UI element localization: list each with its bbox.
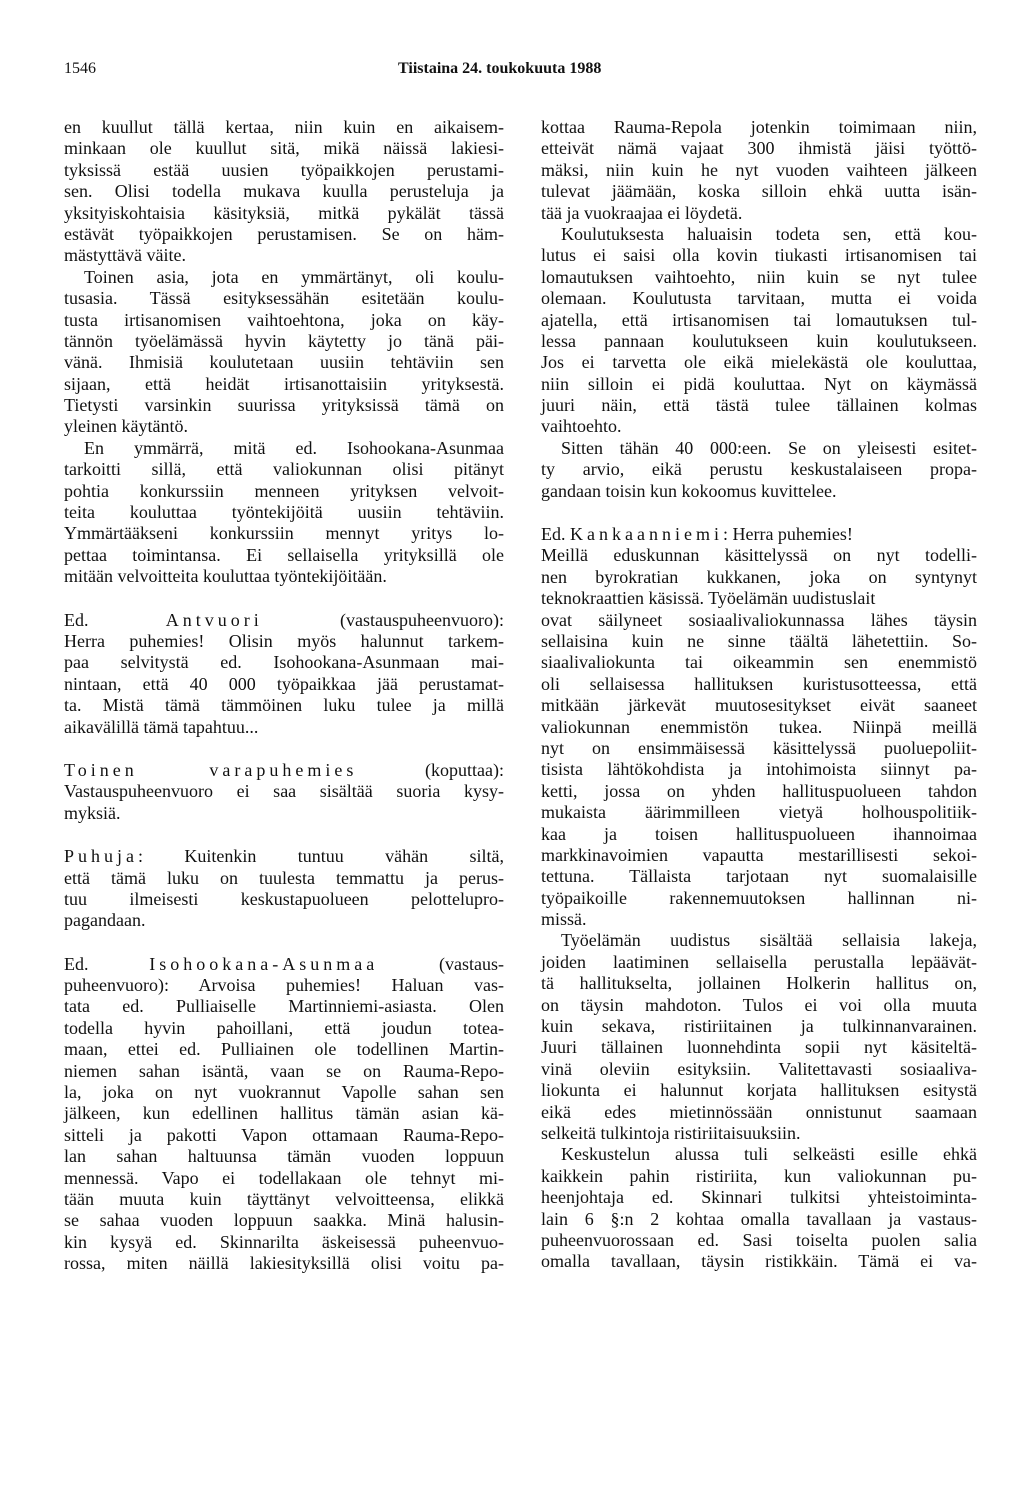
paragraph-gap <box>64 932 504 954</box>
text-line: kottaa Rauma-Repola jotenkin toimimaan niin, <box>541 117 977 137</box>
text-line: lain 6 §:n 2 kohtaa omalla tavallaan ja vastaus- <box>541 1208 977 1229</box>
text-line: puheenvuorossaan ed. Sasi toiselta puolen salia <box>541 1229 977 1250</box>
text-line: jälkeen, kun edellinen hallitus tämän asian kä- <box>64 1103 504 1124</box>
text-line: selkeitä tulkintoja ristiriitaisuuksiin. <box>541 1122 801 1143</box>
text-line: ta. Mistä tämä tämmöinen luku tulee ja millä <box>64 695 504 716</box>
text-line: En ymmärrä, mitä ed. Isohookana-Asunmaa <box>84 437 504 458</box>
text-line: sellaisina kuin ne sinne täältä lähetettiin. So- <box>541 630 977 651</box>
text-line: tettuna. Tällaista tarjotaan nyt suomalaisille <box>541 866 977 887</box>
text-line: nintaan, että 40 000 työpaikkaa jää perustamat- <box>64 673 504 694</box>
text-line: niemen sahan isäntä, vaan se on Rauma-Repo- <box>64 1060 504 1081</box>
text-line: että tämä luku on tuulesta temmattu ja perus- <box>64 867 504 888</box>
text-line: minkaan ole kuullut sitä, mikä näissä lakiesi- <box>64 138 504 159</box>
text-line: tusasia. Tässä esityksessähän esitetään koulu- <box>64 288 504 309</box>
text-line: työpaikoille rakennemuutoksen hallinnan ni- <box>541 887 977 908</box>
text-line: tisista lähtökohdista ja intohimoista siinnyt pa- <box>541 759 977 780</box>
text-line: Jos ei tarvetta ole eikä mielekästä ole kouluttaa, <box>541 352 977 373</box>
text-line: kuin sekava, ristiriitainen ja tulkinnanvarainen. <box>541 1016 977 1037</box>
text-line: lessa pannaan koulutukseen kuin koulutukseen. <box>541 330 977 351</box>
text-line: Meillä eduskunnan käsittelyssä on nyt todelli- <box>541 545 977 566</box>
text-line: eikä edes mietinnössään onnistunut saamaan <box>541 1101 977 1122</box>
text-line: pagandaan. <box>64 910 146 931</box>
text-line: vänä. Ihmisiä koulutetaan uusiin tehtäviin sen <box>64 352 504 373</box>
text-line: Ed. Antvuori (vastauspuheenvuoro): <box>64 609 505 630</box>
text-line: mitkään järkevät muutosesitykset eivät saaneet <box>541 695 977 716</box>
text-line: tuu ilmeisesti keskustapuolueen pelottelupro- <box>64 888 504 909</box>
paragraph-gap <box>64 824 504 846</box>
text-line: etteivät nämä vajaat 300 ihmistä jäisi työttö- <box>541 138 977 159</box>
text-line: maan, ettei ed. Pulliainen ole todellinen Martin- <box>64 1039 504 1060</box>
text-line: tusta irtisanomisen vaihtoehtona, joka on käy- <box>64 309 504 330</box>
text-line: Sitten tähän 40 000:een. Se on yleisesti esitet- <box>561 437 977 458</box>
text-line: teknokraattien käsissä. Työelämän uudistuslait <box>541 588 876 609</box>
text-line: se sahaa vuoden loppuun saakka. Minä halusin- <box>64 1210 504 1231</box>
speaker-name: Isohookana-Asunmaa <box>149 953 379 974</box>
text-line: lan sahan haltuunsa tämän vuoden loppuun <box>64 1146 504 1167</box>
text-line: markkinavoimien vapautta mestarillisesti sekoi- <box>541 844 977 865</box>
text-line: lomautuksen vaihtoehto, niin kuin se nyt tulee <box>541 266 977 287</box>
text-line: ovat säilyneet sosiaalivaliokunnassa lähes täysin <box>541 609 977 630</box>
text-line: yksityiskohtaisia käsityksiä, mitkä pykälät tässä <box>64 202 504 223</box>
text-line: joiden laatiminen sellaisella perustalla lepäävät- <box>541 951 977 972</box>
text-line: nen byrokratian kukkanen, joka on syntynyt <box>541 566 977 587</box>
right-text-column <box>541 117 977 1273</box>
text-line: tarkoitti sillä, että valiokunnan olisi pitänyt <box>64 459 504 480</box>
text-line: ty arvio, eikä perustu keskustalaiseen propa- <box>541 459 977 480</box>
text-line: valiokunnan enemmistön tukea. Niinpä meillä <box>541 716 977 737</box>
text-line: teita kouluttaa työntekijöitä uusiin tehtäviin. <box>64 502 504 523</box>
text-line: olemaan. Koulutusta tarvitaan, mutta ei voida <box>541 288 977 309</box>
text-line: Ed. Kankaanniemi: Herra puhemies! <box>541 524 853 545</box>
text-line: Keskustelun alussa tuli selkeästi esille ehkä <box>561 1144 977 1165</box>
text-line: mitään velvoitteita kouluttaa työntekijöitään. <box>64 566 387 587</box>
speaker-name: Puhuja <box>64 846 139 867</box>
text-line: omalla tavallaan, täysin ristikkäin. Tämä ei va- <box>541 1251 977 1272</box>
text-line: la, joka on nyt vuokrannut Vapolle sahan sen <box>64 1082 504 1103</box>
text-line: Tietysti varsinkin suurissa yrityksissä tämä on <box>64 395 504 416</box>
text-line: aikavälillä tämä tapahtuu... <box>64 716 259 737</box>
text-line: mästyttävä väite. <box>64 245 186 266</box>
text-line: sijaan, että heidät irtisanottaisiin yrityksestä. <box>64 373 504 394</box>
text-line: en kuullut tällä kertaa, niin kuin en aikaisem- <box>64 117 504 137</box>
paragraph-gap <box>64 738 504 760</box>
text-line: missä. <box>541 909 587 930</box>
text-line: rossa, miten näillä lakiesityksillä olisi voitu pa- <box>64 1253 504 1274</box>
text-line: mukaista äärimmilleen vietyä holhouspolitiik- <box>541 802 977 823</box>
text-line: Työelämän uudistus sisältää sellaisia lakeja, <box>561 930 977 951</box>
text-line: kin kysyä ed. Skinnarilta äskeisessä puheenvuo- <box>64 1231 504 1252</box>
page-header <box>64 60 956 84</box>
text-line: tää ja vuokraajaa ei löydetä. <box>541 202 743 223</box>
speaker-name: Kankaanniemi <box>570 524 723 545</box>
text-line: sen. Olisi todella mukava kuulla perusteluja ja <box>64 181 504 202</box>
text-line: Ed. Isohookana-Asunmaa (vastaus- <box>64 953 505 974</box>
text-line: juuri näin, että tästä tulee tällainen kolmas <box>541 395 977 416</box>
text-line: vinä oleviin esityksiin. Valitettavasti sosiaaliva- <box>541 1058 977 1079</box>
text-line: Vastauspuheenvuoro ei saa sisältää suoria kysy- <box>64 781 504 802</box>
text-line: liokunta ei halunnut korjata hallituksen esitystä <box>541 1080 977 1101</box>
text-line: tään muuta kuin täyttänyt velvoitteensa, elikkä <box>64 1188 504 1209</box>
text-line: heenjohtaja ed. Skinnari tulkitsi yhteistoiminta- <box>541 1187 977 1208</box>
text-line: kaikkein pahin ristiriita, kun valiokunnan pu- <box>541 1165 977 1186</box>
paragraph-gap <box>64 588 504 610</box>
text-line: paa selvitystä ed. Isohookana-Asunmaan mai- <box>64 652 504 673</box>
text-line: kaa ja toisen hallituspuolueen ihannoimaa <box>541 823 977 844</box>
text-line: lutus ei saisi olla kovin tiukasti irtisanomisen tai <box>541 245 977 266</box>
text-line: pohtia konkurssiin menneen yrityksen velvoit- <box>64 480 504 501</box>
text-line: ajatella, että irtisanomisen tai lomautuksen tul- <box>541 309 977 330</box>
text-line: gandaan toisin kun kokoomus kuvittelee. <box>541 480 837 501</box>
text-line: oli sellaisessa hallituksen kuristusotteessa, että <box>541 673 977 694</box>
speaker-name: Antvuori <box>165 609 263 630</box>
text-line: Juuri tällainen luonnehdinta sopii nyt käsiteltä- <box>541 1037 977 1058</box>
page-number: 1546 <box>64 60 96 77</box>
text-line: mennessä. Vapo ei todellakaan ole tehnyt mi- <box>64 1167 504 1188</box>
left-text-column <box>64 117 504 1275</box>
text-line: on täysin mahdoton. Tulos ei voi olla muuta <box>541 994 977 1015</box>
text-line: Ymmärtääkseni konkurssiin mennyt yritys lo- <box>64 523 504 544</box>
text-line: tännön työelämässä hyvin käytetty jo tänä päi- <box>64 330 504 351</box>
text-line: pettaa toimintansa. Ei sellaisella yrityksillä ole <box>64 544 504 565</box>
text-line: Puhuja: Kuitenkin tuntuu vähän siltä, <box>64 846 504 867</box>
text-line: nyt on ensimmäisessä käsittelyssä puoluepoliit- <box>541 737 977 758</box>
text-line: puheenvuoro): Arvoisa puhemies! Haluan vas- <box>64 975 504 996</box>
text-line: mäksi, niin kuin he nyt vuoden vaihteen jälkeen <box>541 159 977 180</box>
text-line: myksiä. <box>64 802 121 823</box>
text-line: Toinen varapuhemies (koputtaa): <box>64 759 504 780</box>
text-line: niin silloin ei pidä kouluttaa. Nyt on käymässä <box>541 373 977 394</box>
text-line: todella hyvin pahoillani, että joudun totea- <box>64 1017 504 1038</box>
text-line: estävät työpaikkojen perustamisen. Se on häm- <box>64 223 504 244</box>
text-line: vaihtoehto. <box>541 416 622 437</box>
text-line: tyksissä estää uusien työpaikkojen perustami- <box>64 159 504 180</box>
text-line: yleinen käytäntö. <box>64 416 188 437</box>
text-line: ketti, jossa on yhden hallituspuolueen tahdon <box>541 780 977 801</box>
text-line: Toinen asia, jota en ymmärtänyt, oli koulu- <box>84 266 504 287</box>
header-date: Tiistaina 24. toukokuuta 1988 <box>398 60 602 77</box>
text-line: tä hallitukselta, jollainen Holkerin hallitus on, <box>541 973 977 994</box>
text-line: tulevat jäämään, koska silloin ehkä uutta isän- <box>541 181 977 202</box>
text-line: Koulutuksesta haluaisin todeta sen, että kou- <box>561 223 977 244</box>
text-line: Herra puhemies! Olisin myös halunnut tarkem- <box>64 630 504 651</box>
speaker-name: Toinen varapuhemies <box>64 759 358 780</box>
text-line: sitteli ja pakotti Vapon ottamaan Rauma-Repo- <box>64 1124 504 1145</box>
paragraph-gap <box>541 502 977 524</box>
text-line: siaalivaliokunta tai oikeammin sen enemmistö <box>541 652 977 673</box>
text-line: tata ed. Pulliaiselle Martinniemi-asiasta. Olen <box>64 996 504 1017</box>
